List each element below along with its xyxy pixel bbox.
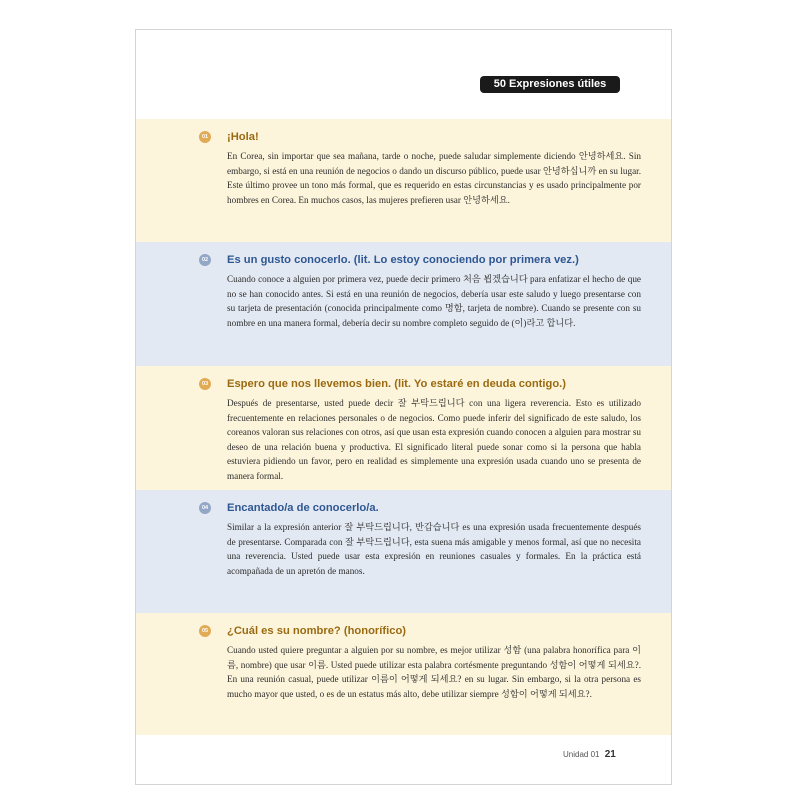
number-badge: 05 xyxy=(199,625,211,637)
section-body: En Corea, sin importar que sea mañana, tarde o noche, puede saludar simplemente diciendo 안녕하세요. Sin embargo, si está en una reunión de negocios o dando un discurso público, puede usar 안녕하십니까 en su lugar. Este último provee un tono más formal, que es requerido en estas circunstancias y es usado principalmente por hombres en Corea. En muchos casos, las mujeres prefieren usar 안녕하세요. xyxy=(227,151,641,205)
number-badge: 04 xyxy=(199,502,211,514)
book-page xyxy=(135,29,672,785)
expression-section-04 xyxy=(136,490,671,613)
unit-label: Unidad xyxy=(563,750,589,759)
section-title: ¡Hola! xyxy=(227,131,259,143)
section-title: Es un gusto conocerlo. (lit. Lo estoy conociendo por primera vez.) xyxy=(227,254,579,266)
section-body: Cuando usted quiere preguntar a alguien por su nombre, es mejor utilizar 성함 (una palabra honorífica para 이름, nombre) que usar 이름. Usted puede utilizar esta palabra cortésmente preguntando 성함이 어떻게 되세요?. En una reunión casual, puede utilizar 이름이 어떻게 되세요? en su lugar. Sin embargo, si la otra persona es mucho mayor que usted, o es de un estatus más alto, debe utilizar siempre 성함이 어떻게 되세요?. xyxy=(227,645,641,699)
number-badge: 03 xyxy=(199,378,211,390)
expression-section-03 xyxy=(136,366,671,490)
page-footer xyxy=(563,749,616,760)
expression-section-05 xyxy=(136,613,671,735)
expression-section-02 xyxy=(136,242,671,366)
number-badge: 02 xyxy=(199,254,211,266)
section-title: ¿Cuál es su nombre? (honorífico) xyxy=(227,625,407,637)
expression-section-01 xyxy=(136,119,671,242)
section-body: Después de presentarse, usted puede decir 잘 부탁드립니다 con una ligera reverencia. Esto es utilizado frecuentemente en relaciones personales o de negocios. Como puede inferir del significado de este saludo, los coreanos valoran sus relaciones con otros, así que usan esta expresión cuando conocen a alguien para mostrar su deseo de una relación buena y productiva. El significado literal puede sonar como si la persona que habla estuviera pidiendo un favor, pero en realidad es simplemente una expresión usada cuando uno se presenta de manera formal. xyxy=(227,398,641,481)
unit-number: 01 xyxy=(590,750,600,759)
section-title: Espero que nos llevemos bien. (lit. Yo estaré en deuda contigo.) xyxy=(227,378,567,390)
section-title: Encantado/a de conocerlo/a. xyxy=(227,502,379,514)
section-body: Similar a la expresión anterior 잘 부탁드립니다, 반갑습니다 es una expresión usada frecuentemente después de presentarse. Comparada con 잘 부탁드립니다, esta suena más amigable y menos formal, así que no necesita una reverencia. Usted puede usar esta expresión en reuniones casuales y formales. En la práctica está acompañada de un apretón de manos. xyxy=(227,522,641,576)
number-badge: 01 xyxy=(199,131,211,143)
section-header-tag: 50 Expresiones útiles xyxy=(480,76,620,93)
section-body: Cuando conoce a alguien por primera vez, puede decir primero 처음 뵙겠습니다 para enfatizar el hecho de que no se han conocido antes. Si está en una reunión de negocios, debería usar este saludo y luego presentarse con su tarjeta de presentación (conocida principalmente como 명함, tarjeta de nombre). Cuando se presente con su nombre en una manera formal, debería decir su nombre completo seguido de (이)라고 합니다. xyxy=(227,274,641,328)
page-number: 21 xyxy=(604,749,616,760)
